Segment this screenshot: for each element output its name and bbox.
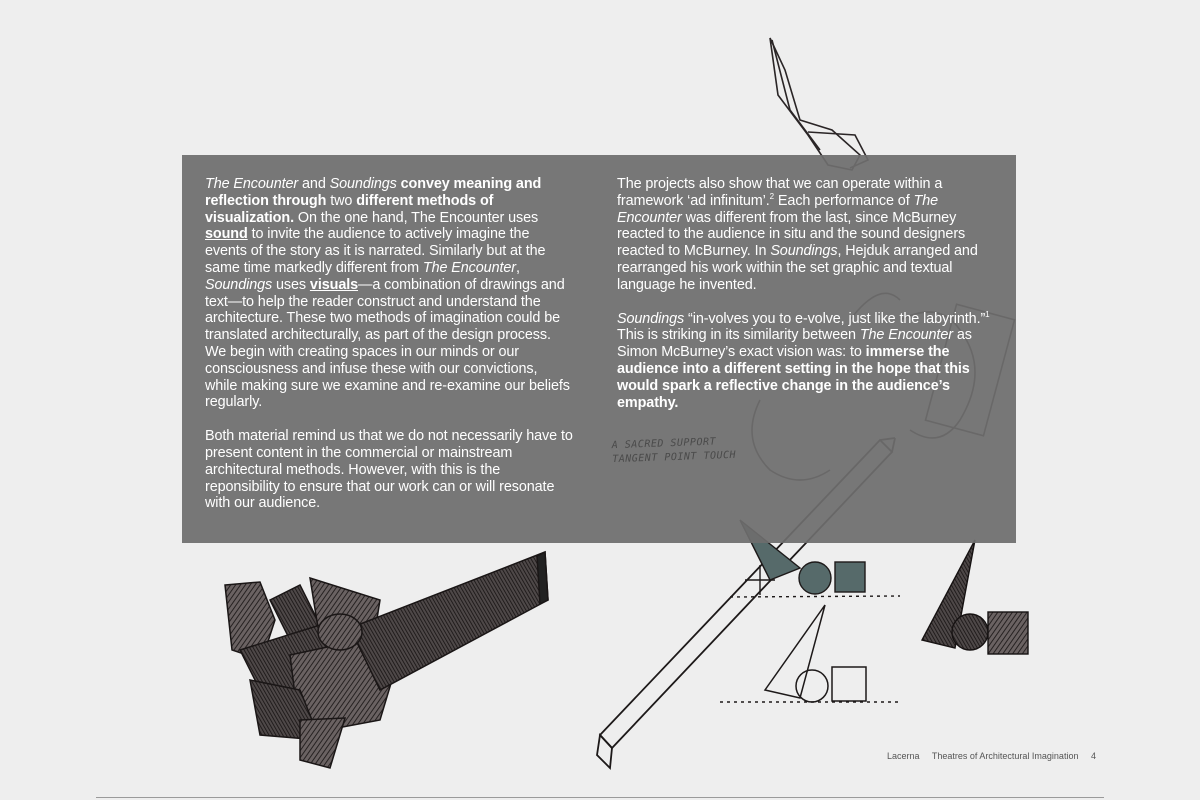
outline-shapes-sketch xyxy=(720,605,900,702)
footer-title: Theatres of Architectural Imagination xyxy=(931,751,1079,761)
left-paragraph-2: Both material remind us that we do not necessarily have to present content in the commercial or mainstream architectural methods. However, with this is the reponsibility to ensure that our work can or will resonate with our audience. xyxy=(205,428,573,512)
visuals-emphasis: visuals xyxy=(309,276,359,293)
page-footer xyxy=(887,751,1106,761)
sketch-note xyxy=(612,435,737,467)
left-column xyxy=(205,176,573,529)
cone-cube-sketch xyxy=(922,540,1028,654)
left-paragraph-1: The Encounter and Soundings convey meaning and reflection through two different methods of visualization. On the one hand, The Encounter uses sound to invite the audience to actively imagine the events of the story as it is narrated. Similarly but at the same time markedly different from The Encounter, Soundings uses visuals—a combination of drawings and text—to help the reader construct and understand the architecture. These two methods of imagination could be translated architecturally, as part of the design process. We begin with creating spaces in our minds or our consciousness and infuse these with our convictions, while making sure we examine and re-examine our beliefs regularly. xyxy=(205,176,570,411)
footer-publication: Lacerna xyxy=(887,751,920,761)
sketch-note-line-1: A SACRED SUPPORT xyxy=(611,436,717,452)
right-paragraph-2: Soundings “in-volves you to e-volve, just like the labyrinth.”$^1$ This is striking in its similarity between The Encounter as Simon McBurney’s exact vision was: to immerse the audience into a different setting in the hope that this would spark a reflective change in the audience’s empathy. xyxy=(617,309,990,411)
hatched-blocks-sketch xyxy=(225,552,548,768)
right-paragraph-1: The projects also show that we can operate within a framework ‘ad infinitum’.$^2$ Each performance of The Encounter was different from the last, since McBurney reacted to the audience in situ and the sound designers reacted to McBurney. In Soundings, Hejduk arranged and rearranged his work within the set graphic and textual language he invented. xyxy=(617,176,978,293)
sound-emphasis: sound xyxy=(205,226,248,243)
bottom-rule xyxy=(96,797,1104,798)
right-column xyxy=(617,176,997,428)
page-number: 4 xyxy=(1090,751,1096,761)
sketch-note-line-2: TANGENT POINT TOUCH xyxy=(612,449,737,466)
